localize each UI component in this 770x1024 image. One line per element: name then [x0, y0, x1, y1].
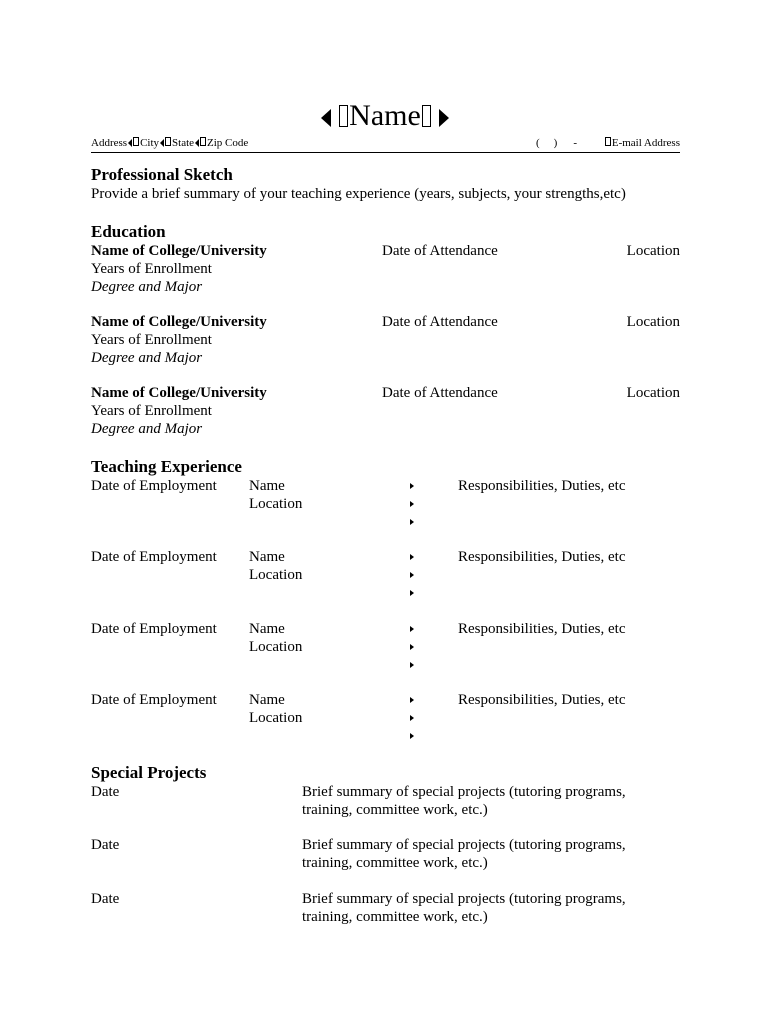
project-date: Date	[91, 891, 120, 907]
small-left-arrow-icon	[160, 139, 164, 147]
project-summary: Brief summary of special projects (tutoring programs, training, committee work, etc.)	[302, 837, 626, 871]
left-arrow-icon	[321, 109, 331, 127]
attendance-date: Date of Attendance	[382, 385, 498, 401]
email-line	[605, 136, 680, 150]
address-line	[91, 136, 248, 150]
header-divider	[91, 152, 680, 153]
employer-name: Name	[249, 549, 285, 565]
placeholder-glyph-icon	[605, 137, 611, 146]
employment-date: Date of Employment	[91, 692, 217, 708]
employment-date: Date of Employment	[91, 621, 217, 637]
placeholder-glyph-icon	[165, 137, 171, 146]
degree-major: Degree and Major	[91, 279, 203, 295]
placeholder-glyph-icon	[422, 105, 431, 127]
attendance-date: Date of Attendance	[382, 314, 498, 330]
sketch-text: Provide a brief summary of your teaching experience (years, subjects, your strengths,etc)	[91, 186, 626, 202]
school-name: Name of College/University	[91, 385, 267, 401]
project-date: Date	[91, 837, 120, 853]
right-arrow-icon	[439, 109, 449, 127]
school-location: Location	[626, 243, 680, 259]
small-left-arrow-icon	[195, 139, 199, 147]
phone-close-paren: )	[553, 137, 558, 149]
employer-location: Location	[249, 496, 303, 512]
school-name: Name of College/University	[91, 243, 267, 259]
bullet-arrow-icon	[410, 733, 414, 739]
employment-date: Date of Employment	[91, 478, 217, 494]
state-text: State	[172, 137, 195, 149]
resume-name-heading	[0, 98, 770, 134]
degree-major: Degree and Major	[91, 350, 203, 366]
placeholder-glyph-icon	[200, 137, 206, 146]
employer-location: Location	[249, 639, 303, 655]
employer-location: Location	[249, 710, 303, 726]
bullet-arrow-icon	[410, 697, 414, 703]
project-summary: Brief summary of special projects (tutoring programs, training, committee work, etc.)	[302, 784, 626, 818]
placeholder-glyph-icon	[133, 137, 139, 146]
duties-text: Responsibilities, Duties, etc	[458, 621, 626, 637]
years-enrollment: Years of Enrollment	[91, 403, 212, 419]
employer-name: Name	[249, 621, 285, 637]
employer-location: Location	[249, 567, 303, 583]
address-text: Address	[91, 137, 128, 149]
projects-heading: Special Projects	[91, 763, 207, 782]
employment-date: Date of Employment	[91, 549, 217, 565]
years-enrollment: Years of Enrollment	[91, 261, 212, 277]
school-location: Location	[626, 385, 680, 401]
bullet-arrow-icon	[410, 626, 414, 632]
duties-text: Responsibilities, Duties, etc	[458, 478, 626, 494]
duties-text: Responsibilities, Duties, etc	[458, 549, 626, 565]
sketch-heading: Professional Sketch	[91, 165, 233, 184]
email-text: E-mail Address	[611, 137, 680, 149]
bullet-arrow-icon	[410, 644, 414, 650]
education-heading: Education	[91, 222, 166, 241]
duties-text: Responsibilities, Duties, etc	[458, 692, 626, 708]
phone-line	[536, 136, 577, 150]
project-summary: Brief summary of special projects (tutoring programs, training, committee work, etc.)	[302, 891, 626, 925]
bullet-arrow-icon	[410, 662, 414, 668]
teaching-heading: Teaching Experience	[91, 457, 242, 476]
bullet-arrow-icon	[410, 715, 414, 721]
placeholder-glyph-icon	[339, 105, 348, 127]
school-location: Location	[626, 314, 680, 330]
project-date: Date	[91, 784, 120, 800]
attendance-date: Date of Attendance	[382, 243, 498, 259]
employer-name: Name	[249, 478, 285, 494]
school-name: Name of College/University	[91, 314, 267, 330]
small-left-arrow-icon	[128, 139, 132, 147]
degree-major: Degree and Major	[91, 421, 203, 437]
phone-open-paren: (	[536, 137, 540, 149]
bullet-arrow-icon	[410, 572, 414, 578]
employer-name: Name	[249, 692, 285, 708]
bullet-arrow-icon	[410, 501, 414, 507]
zip-text: Zip Code	[207, 137, 249, 149]
years-enrollment: Years of Enrollment	[91, 332, 212, 348]
bullet-arrow-icon	[410, 519, 414, 525]
bullet-arrow-icon	[410, 554, 414, 560]
name-text: Name	[349, 99, 421, 132]
city-text: City	[140, 137, 160, 149]
phone-dash: -	[573, 137, 578, 149]
bullet-arrow-icon	[410, 590, 414, 596]
bullet-arrow-icon	[410, 483, 414, 489]
